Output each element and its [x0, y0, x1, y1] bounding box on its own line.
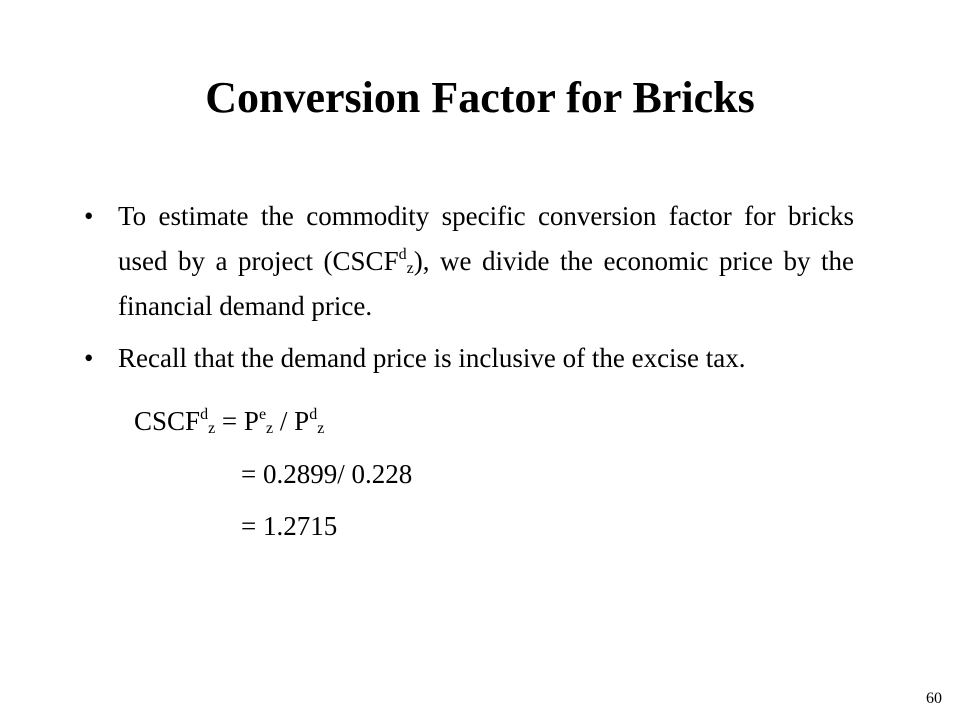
- division-sign: /: [273, 406, 295, 436]
- bullet-text-part: To estimate the commodity specific conversion factor for bricks used by a project (CSCF: [118, 201, 854, 276]
- formula-lhs: CSCF: [134, 406, 201, 436]
- subscript: z: [317, 420, 325, 437]
- formula-line-definition: [134, 401, 324, 441]
- economic-price-symbol: P: [243, 406, 259, 436]
- bullet-text-part: ), we divide the economic price by the financial demand price.: [118, 246, 854, 321]
- page-number: 60: [926, 690, 942, 707]
- bullet-marker: •: [84, 201, 94, 231]
- equals-sign: =: [215, 406, 244, 436]
- superscript: d: [309, 406, 318, 423]
- formula-line-result: = 1.2715: [241, 511, 338, 541]
- subscript: z: [266, 420, 274, 437]
- formula-line-substitution: = 0.2899/ 0.228: [241, 459, 413, 489]
- superscript: d: [200, 406, 209, 423]
- bullet-marker: •: [84, 343, 94, 373]
- subscript: z: [208, 420, 216, 437]
- bullet-item-estimate: [84, 194, 854, 329]
- bullet-text: Recall that the demand price is inclusive of the excise tax.: [118, 343, 746, 373]
- bullet-item-recall: [84, 336, 854, 381]
- subscript: z: [406, 260, 414, 277]
- superscript: d: [398, 246, 407, 263]
- demand-price-symbol: P: [294, 406, 310, 436]
- slide-title: Conversion Factor for Bricks: [205, 73, 755, 122]
- bullet-list: [84, 194, 854, 388]
- superscript: e: [258, 406, 267, 423]
